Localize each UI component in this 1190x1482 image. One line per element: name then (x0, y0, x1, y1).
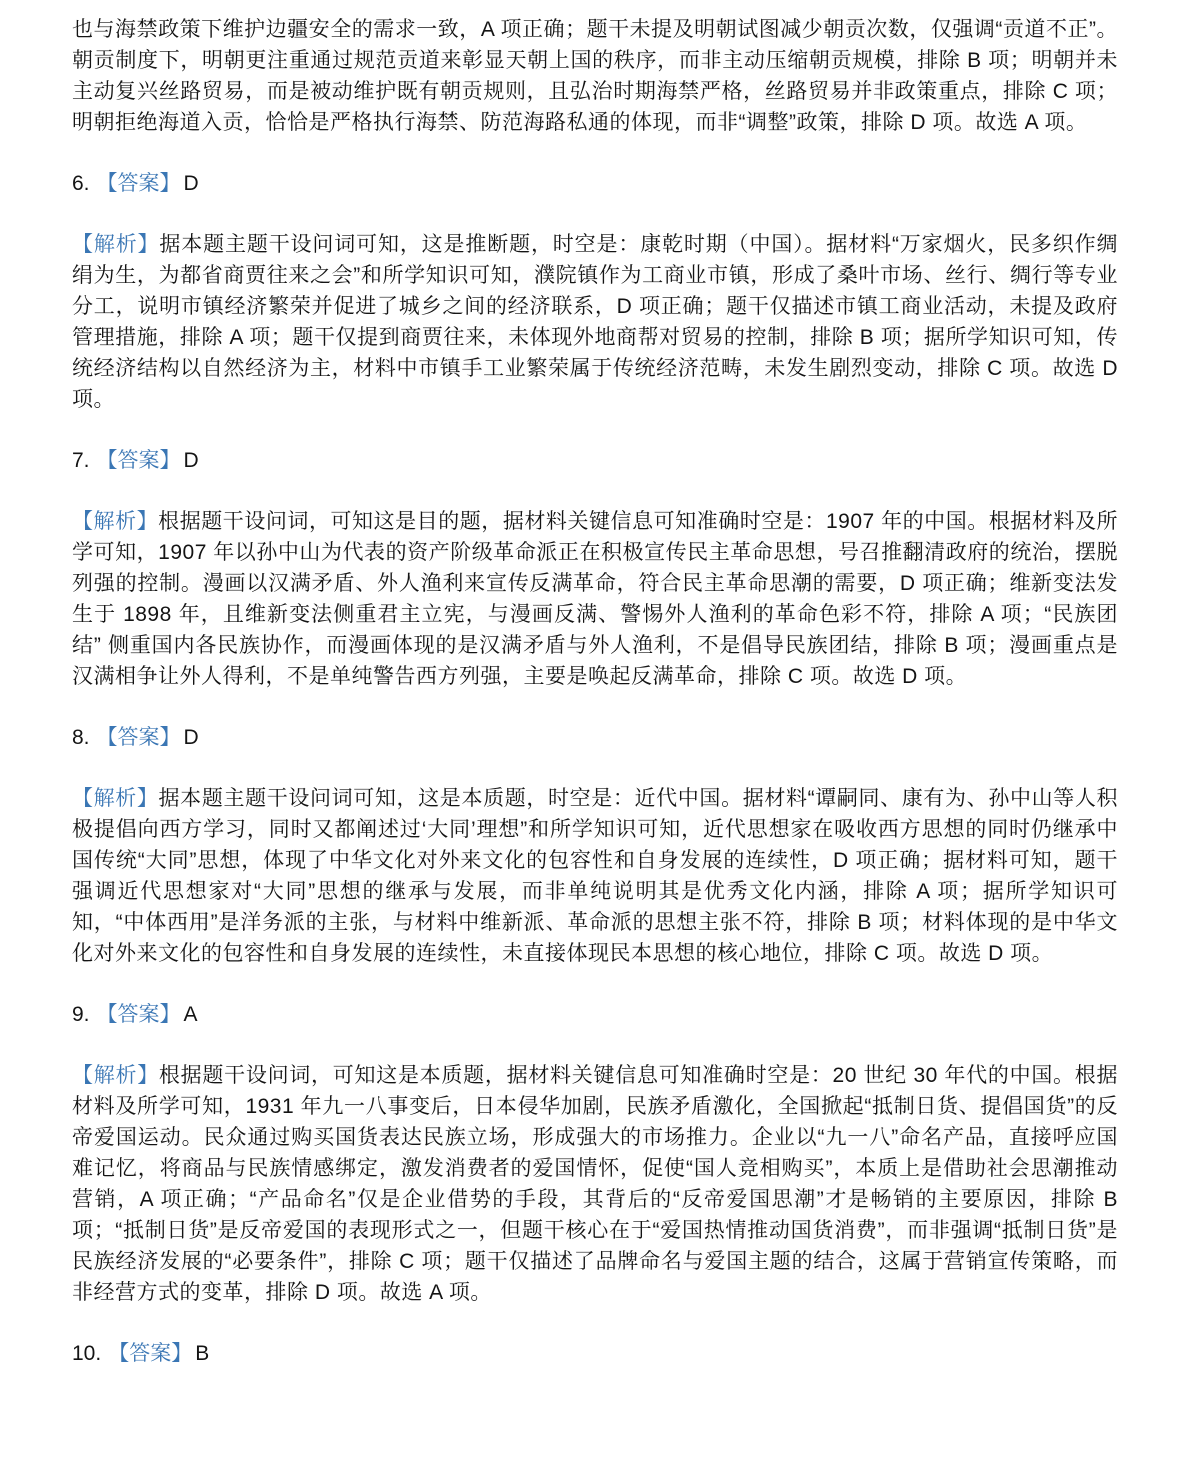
question-number: 6. (72, 172, 90, 195)
answer-line-q8 (72, 722, 1118, 753)
answer-letter: D (183, 449, 199, 472)
analysis-label: 【解析】 (72, 233, 160, 256)
question-number: 8. (72, 726, 90, 749)
analysis-label: 【解析】 (72, 1064, 159, 1087)
analysis-text: 据本题主题干设问词可知，这是本质题，时空是：近代中国。据材料“谭嗣同、康有为、孙中山等人积极提倡向西方学习，同时又都阐述过‘大同’理想”和所学知识可知，近代思想家在吸收西方思想的同时仍继承中国传统“大同”思想，体现了中华文化对外来文化的包容性和自身发展的连续性，D 项正确；据材料可知，题干强调近代思想家对“大同”思想的继承与发展，而非单纯说明其是优秀文化内涵，排除 A 项；据所学知识可知，“中体西用”是洋务派的主张，与材料中维新派、革命派的思想主张不符，排除 B 项；材料体现的是中华文化对外来文化的包容性和自身发展的连续性，未直接体现民本思想的核心地位，排除 C 项。故选 D 项。 (72, 787, 1118, 965)
question-number: 9. (72, 1003, 90, 1026)
answer-letter: D (183, 172, 199, 195)
answer-label: 【答案】 (96, 449, 181, 472)
analysis-label: 【解析】 (72, 510, 159, 533)
answer-letter: A (183, 1003, 198, 1026)
analysis-text: 据本题主题干设问词可知，这是推断题，时空是：康乾时期（中国）。据材料“万家烟火，民多织作绸绢为生，为都省商贾往来之会”和所学知识可知，濮院镇作为工商业市镇，形成了桑叶市场、丝行、绸行等专业分工，说明市镇经济繁荣并促进了城乡之间的经济联系，D 项正确；题干仅描述市镇工商业活动，未提及政府管理措施，排除 A 项；题干仅提到商贾往来，未体现外地商帮对贸易的控制，排除 B 项；据所学知识可知，传统经济结构以自然经济为主，材料中市镇手工业繁荣属于传统经济范畴，未发生剧烈变动，排除 C 项。故选 D 项。 (72, 233, 1118, 411)
answer-letter: B (195, 1342, 210, 1365)
analysis-text: 根据题干设问词，可知这是目的题，据材料关键信息可知准确时空是：1907 年的中国。根据材料及所学可知，1907 年以孙中山为代表的资产阶级革命派正在积极宣传民主革命思想，号召推翻清政府的统治，摆脱列强的控制。漫画以汉满矛盾、外人渔利来宣传反满革命，符合民主革命思潮的需要，D 项正确；维新变法发生于 1898 年，且维新变法侧重君主立宪，与漫画反满、警惕外人渔利的革命色彩不符，排除 A 项；“民族团结” 侧重国内各民族协作，而漫画体现的是汉满矛盾与外人渔利，不是倡导民族团结，排除 B 项；漫画重点是汉满相争让外人得利，不是单纯警告西方列强，主要是唤起反满革命，排除 C 项。故选 D 项。 (72, 510, 1118, 688)
answer-letter: D (183, 726, 199, 749)
analysis-paragraph-q6 (72, 229, 1118, 415)
question-number: 10. (72, 1342, 102, 1365)
answer-label: 【答案】 (96, 726, 181, 749)
answer-label: 【答案】 (96, 1003, 181, 1026)
continuation-paragraph: 也与海禁政策下维护边疆安全的需求一致，A 项正确；题干未提及明朝试图减少朝贡次数，仅强调“贡道不正”。朝贡制度下，明朝更注重通过规范贡道来彰显天朝上国的秩序，而非主动压缩朝贡规模，排除 B 项；明朝并未主动复兴丝路贸易，而是被动维护既有朝贡规则，且弘治时期海禁严格，丝路贸易并非政策重点，排除 C 项；明朝拒绝海道入贡，恰恰是严格执行海禁、防范海路私通的体现，而非“调整”政策，排除 D 项。故选 A 项。 (72, 18, 1118, 134)
answer-label: 【答案】 (108, 1342, 193, 1365)
answer-line-q6 (72, 168, 1118, 199)
analysis-paragraph-q9 (72, 1060, 1118, 1308)
analysis-paragraph-q8 (72, 783, 1118, 969)
analysis-paragraph-q7 (72, 506, 1118, 692)
answer-line-q7 (72, 445, 1118, 476)
answer-line-q10 (72, 1338, 1118, 1369)
analysis-text: 根据题干设问词，可知这是本质题，据材料关键信息可知准确时空是：20 世纪 30 年代的中国。根据材料及所学可知，1931 年九一八事变后，日本侵华加剧，民族矛盾激化，全国掀起“抵制日货、提倡国货”的反帝爱国运动。民众通过购买国货表达民族立场，形成强大的市场推力。企业以“九一八”命名产品，直接呼应国难记忆，将商品与民族情感绑定，激发消费者的爱国情怀，促使“国人竞相购买”，本质上是借助社会思潮推动营销，A 项正确；“产品命名”仅是企业借势的手段，其背后的“反帝爱国思潮”才是畅销的主要原因，排除 B 项；“抵制日货”是反帝爱国的表现形式之一，但题干核心在于“爱国热情推动国货消费”，而非强调“抵制日货”是民族经济发展的“必要条件”，排除 C 项；题干仅描述了品牌命名与爱国主题的结合，这属于营销宣传策略，而非经营方式的变革，排除 D 项。故选 A 项。 (72, 1064, 1119, 1304)
analysis-label: 【解析】 (72, 787, 159, 810)
answer-line-q9 (72, 999, 1118, 1030)
question-number: 7. (72, 449, 90, 472)
answer-label: 【答案】 (96, 172, 181, 195)
